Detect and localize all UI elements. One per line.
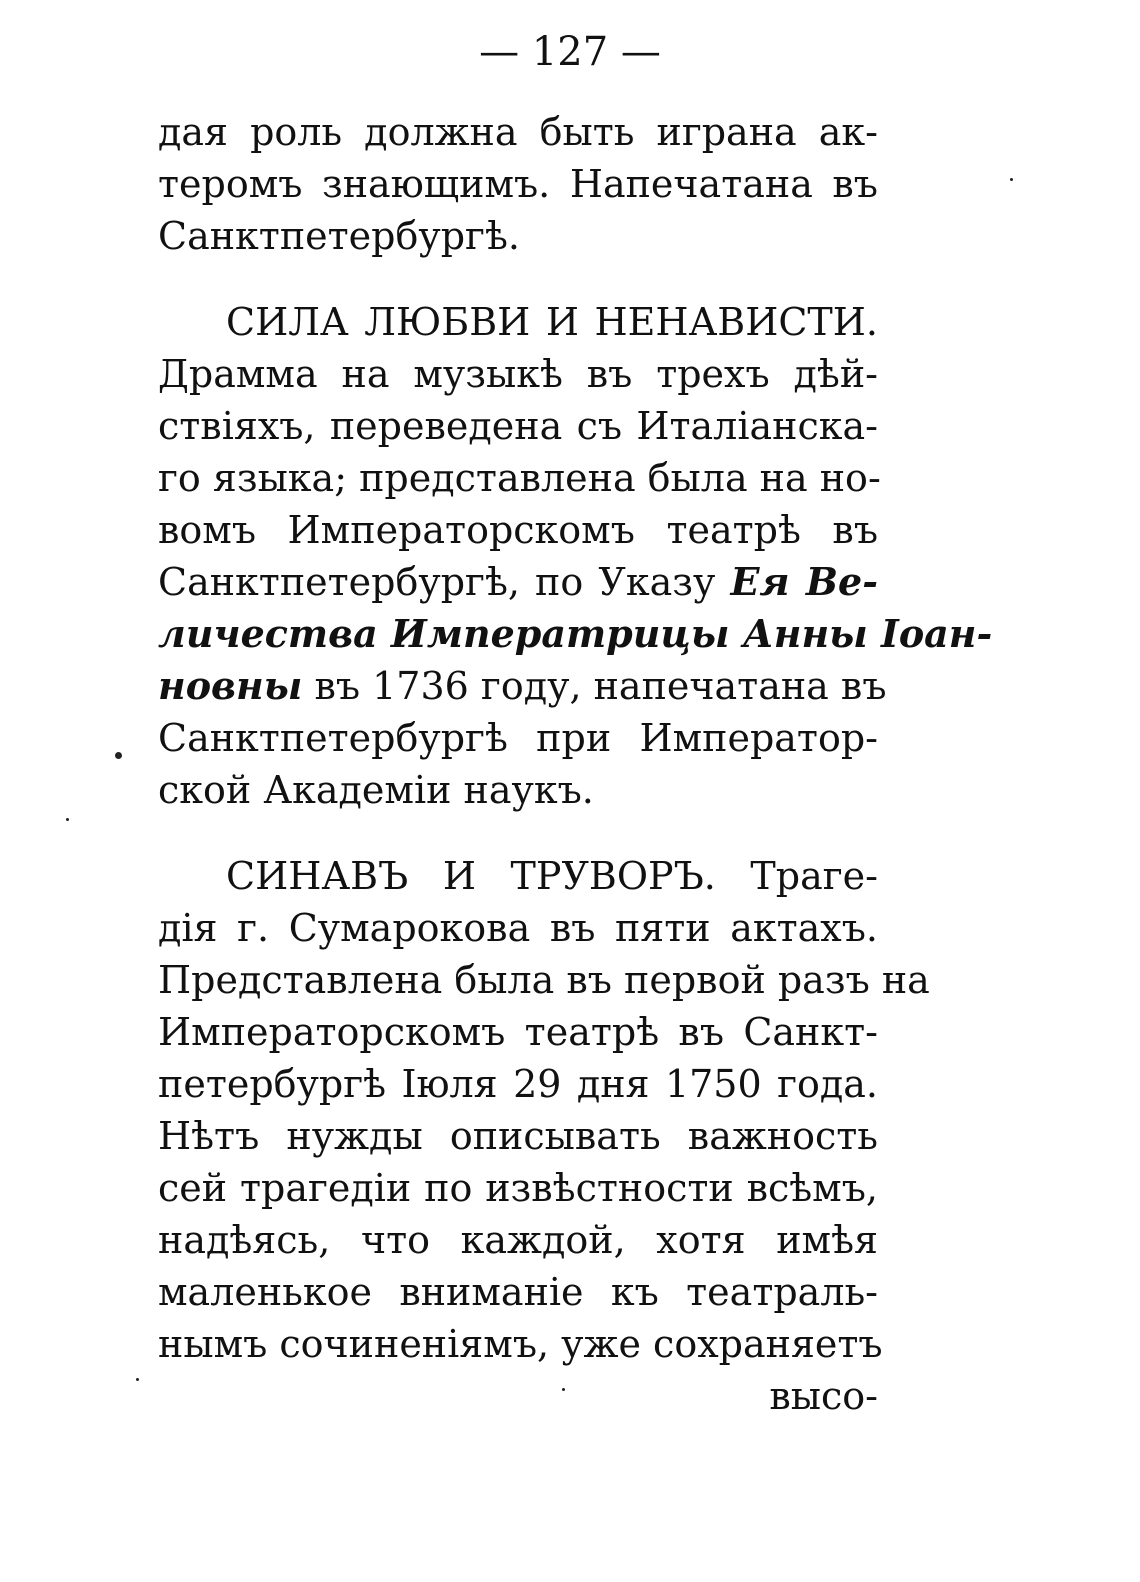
scan-speck [136, 1378, 139, 1381]
text-line: петербургѣ Іюля 29 дня 1750 года. [158, 1062, 878, 1106]
italic-segment: новны [158, 663, 303, 708]
entry-title-line: СИНАВЪ И ТРУВОРЪ. Траге- [226, 854, 878, 898]
text-line: Нѣтъ нужды описывать важность [158, 1114, 878, 1158]
text-line: сей трагедіи по извѣстности всѣмъ, [158, 1166, 878, 1210]
entry-continuation [158, 106, 878, 262]
text-line: теромъ знающимъ. Напечатана въ [158, 162, 878, 206]
scan-speck [115, 752, 122, 759]
scan-speck [562, 1388, 565, 1391]
text-line: нымъ сочиненіямъ, уже сохраняетъ [158, 1322, 883, 1366]
text-line: Представлена была въ первой разъ на [158, 958, 930, 1002]
text-line: Драмма на музыкѣ въ трехъ дѣй- [158, 352, 878, 396]
text-segment: Санктпетербургѣ, по Указу [158, 560, 716, 604]
text-line: Санктпетербургѣ. [158, 214, 520, 258]
entry-sila-lyubvi [158, 296, 993, 816]
text-line: дая роль должна быть играна ак- [158, 110, 878, 154]
text-line: Санктпетербургѣ при Император- [158, 716, 878, 760]
italic-line: личества Императрицы Анны Іоан- [158, 611, 993, 656]
text-line: ствіяхъ, переведена съ Италіанска- [158, 404, 878, 448]
entry-title-line: СИЛА ЛЮБВИ И НЕНАВИСТИ. [226, 300, 878, 344]
scan-speck [66, 818, 69, 821]
page-number: — 127 — [479, 29, 661, 75]
text-line: Императорскомъ театрѣ въ Санкт- [158, 1010, 878, 1054]
text-line [158, 660, 887, 712]
text-line: маленькое вниманіе къ театраль- [158, 1270, 878, 1314]
text-line: дія г. Сумарокова въ пяти актахъ. [158, 906, 878, 950]
text-segment: въ 1736 году, напечатана въ [314, 664, 887, 708]
text-line: го языка; представлена была на но- [158, 456, 881, 500]
entry-sinav-i-truvor [158, 850, 930, 1422]
text-line: ской Академіи наукъ. [158, 768, 594, 812]
italic-segment: Ея Ве- [730, 559, 878, 604]
catchword: высо- [769, 1374, 878, 1418]
text-line [158, 556, 878, 608]
text-line: вомъ Императорскомъ театрѣ въ [158, 508, 878, 552]
scan-speck [1010, 178, 1013, 181]
text-line: надѣясь, что каждой, хотя имѣя [158, 1218, 878, 1262]
